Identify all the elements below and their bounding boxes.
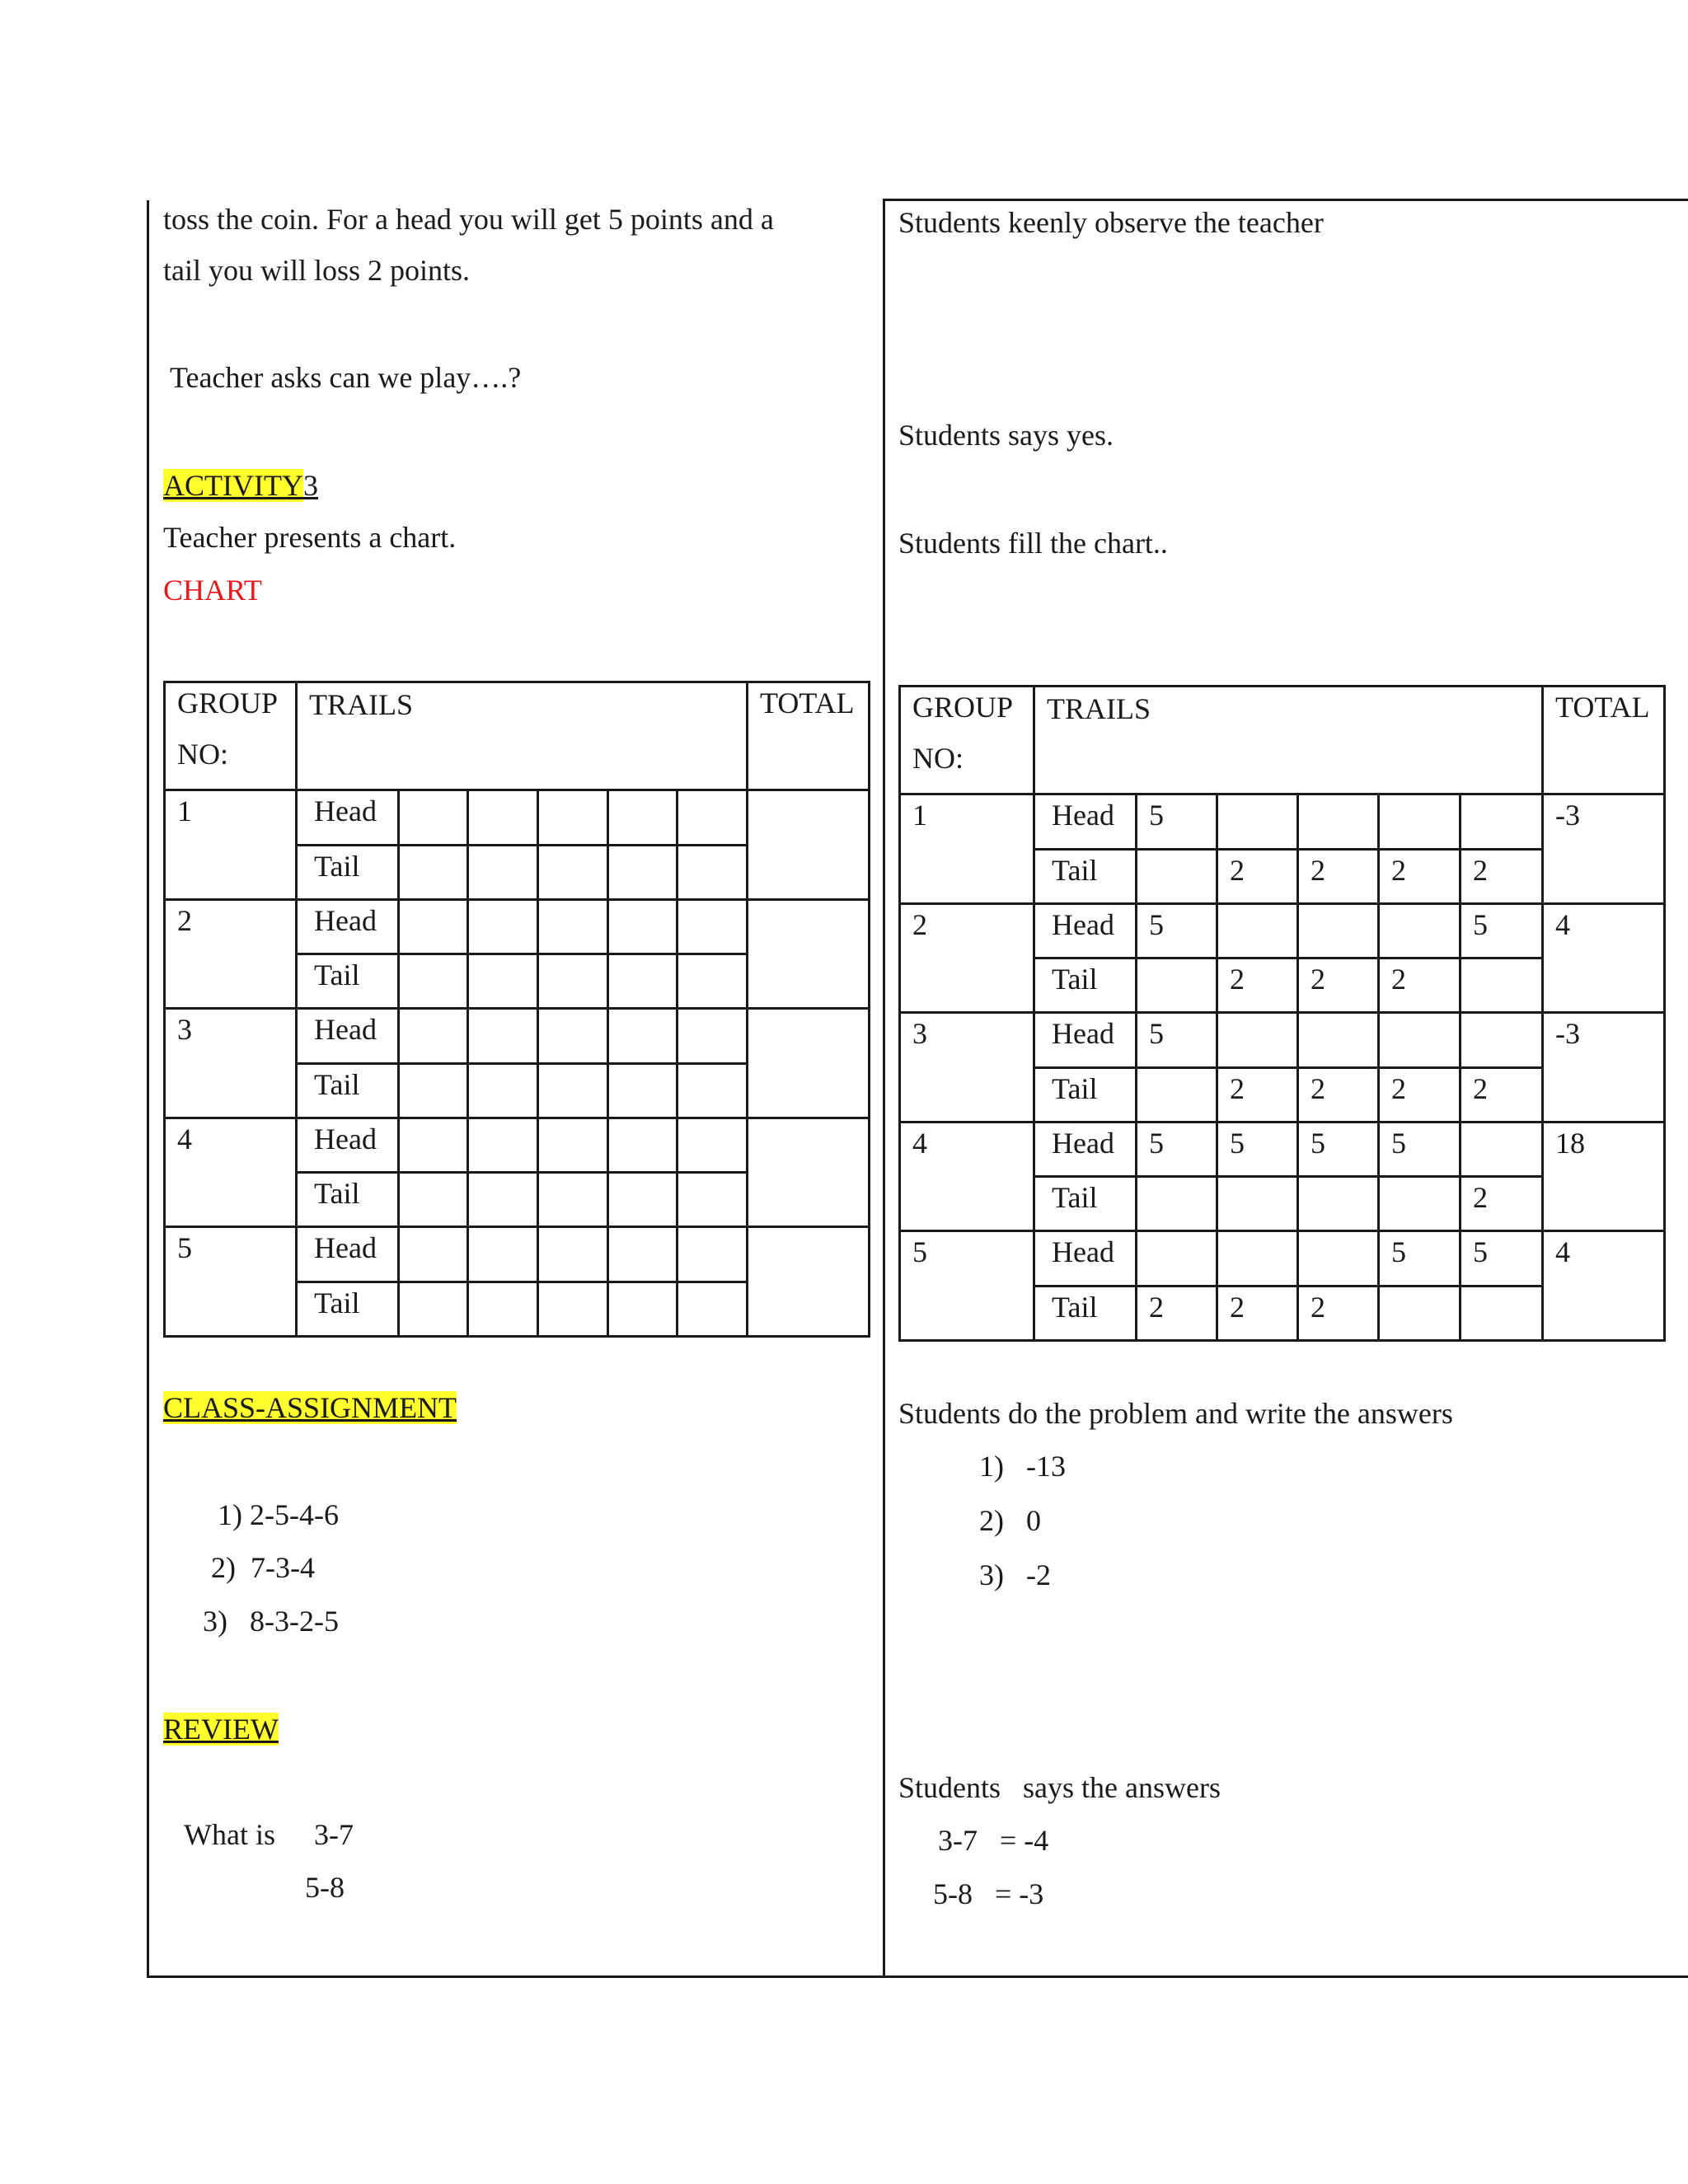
trial-cell [538, 954, 608, 1009]
trial-cell [678, 1009, 748, 1063]
tail-label-cell [297, 1173, 399, 1227]
trial-cell [1379, 1231, 1461, 1286]
trails-header [1034, 687, 1543, 794]
head-label: Head [314, 794, 377, 828]
intro-line-2: tail you will loss 2 points. [163, 254, 471, 287]
trial-cell [1379, 1286, 1461, 1340]
group-number-cell [900, 794, 1034, 904]
activity-label: ACTIVITY [163, 469, 303, 502]
group-number-cell [900, 1013, 1034, 1122]
trial-cell [678, 845, 748, 899]
head-label-cell [1034, 903, 1137, 958]
trial-cell [1298, 1013, 1379, 1067]
trial-value: 2 [1473, 1181, 1488, 1215]
tail-label-cell [1034, 1286, 1137, 1340]
top-border-right [883, 199, 1688, 201]
group-number-cell [165, 899, 297, 1009]
group-number-cell [900, 1231, 1034, 1341]
group-number-cell [165, 1118, 297, 1227]
head-label-cell [1034, 1122, 1137, 1176]
says-yes-text: Students says yes. [898, 419, 1114, 452]
chart-label: CHART [163, 574, 262, 607]
trial-cell [678, 1227, 748, 1282]
table-row [165, 899, 870, 954]
trial-cell [1217, 1286, 1298, 1340]
trial-cell [1217, 1177, 1298, 1231]
trial-value: 2 [1311, 963, 1325, 996]
group-number-cell [900, 1122, 1034, 1231]
trial-cell [538, 1118, 608, 1172]
review-label: REVIEW [163, 1713, 279, 1746]
trial-value: 2 [1311, 1071, 1325, 1105]
trial-cell [608, 1173, 678, 1227]
total-cell [748, 790, 870, 900]
trial-cell [468, 845, 538, 899]
class-assignment-label: CLASS-ASSIGNMENT [163, 1391, 457, 1424]
trial-value: 2 [1391, 853, 1406, 887]
trial-value: 5 [1391, 1235, 1406, 1269]
observe-text: Students keenly observe the teacher [898, 206, 1324, 239]
trial-value: 5 [1149, 1126, 1164, 1160]
trial-cell [1137, 1286, 1217, 1340]
group-number: 5 [177, 1231, 192, 1265]
trial-cell [1461, 1177, 1543, 1231]
trial-cell [538, 790, 608, 845]
assignment-item: 1) 2-5-4-6 [218, 1498, 339, 1531]
group-number-cell [165, 1009, 297, 1118]
trial-value: 2 [1473, 1071, 1488, 1105]
what-is-text: What is [184, 1818, 275, 1851]
total-header [1543, 687, 1665, 794]
group-no-header [165, 682, 297, 790]
answer-item: 3) -2 [979, 1558, 1051, 1591]
trial-cell [538, 1282, 608, 1336]
head-label-cell [297, 1118, 399, 1172]
tail-label: Tail [314, 849, 360, 883]
tail-label: Tail [314, 958, 360, 992]
trial-cell [608, 1282, 678, 1336]
head-label-cell [1034, 1231, 1137, 1286]
tail-label-cell [1034, 958, 1137, 1013]
head-label-cell [1034, 1013, 1137, 1067]
table-row [900, 794, 1665, 849]
assignment-item: 2) 7-3-4 [211, 1551, 315, 1584]
trial-cell [1298, 1177, 1379, 1231]
tail-label: Tail [314, 1177, 360, 1211]
trial-cell [1137, 1122, 1217, 1176]
trial-cell [1298, 958, 1379, 1013]
answer-item: 1) -13 [979, 1450, 1066, 1483]
trial-cell [608, 845, 678, 899]
trial-value: 5 [1473, 1235, 1488, 1269]
trial-cell [1217, 849, 1298, 903]
tail-label-cell [297, 954, 399, 1009]
trial-cell [1217, 1067, 1298, 1122]
group-number: 2 [912, 907, 927, 941]
group-number: 4 [177, 1122, 192, 1155]
table-row [900, 1122, 1665, 1176]
total-header-label: TOTAL [760, 687, 855, 719]
trial-cell [1379, 903, 1461, 958]
trial-cell [1217, 1013, 1298, 1067]
head-label-cell [297, 790, 399, 845]
trial-cell [468, 954, 538, 1009]
filled-chart-table [898, 685, 1666, 1342]
trial-cell [1137, 958, 1217, 1013]
tail-label-cell [1034, 849, 1137, 903]
intro-line-1: toss the coin. For a head you will get 5 points and a [163, 203, 774, 236]
trial-cell [1137, 849, 1217, 903]
trial-cell [399, 1063, 468, 1118]
trial-cell [399, 1173, 468, 1227]
trial-cell [468, 1227, 538, 1282]
head-label-cell [297, 1227, 399, 1282]
trial-cell [1379, 958, 1461, 1013]
review-heading [163, 1714, 279, 1744]
review-answer: 3-7 = -4 [938, 1824, 1049, 1857]
trial-cell [1217, 903, 1298, 958]
trial-cell [1461, 849, 1543, 903]
group-header-line2: NO: [912, 742, 964, 775]
trial-cell [468, 899, 538, 954]
group-number: 4 [912, 1126, 927, 1160]
tail-label: Tail [1052, 1181, 1098, 1215]
total-header [748, 682, 870, 790]
trial-value: 2 [1473, 853, 1488, 887]
review-answer: 5-8 = -3 [933, 1877, 1044, 1910]
table-header-row [900, 687, 1665, 794]
head-label: Head [1052, 1126, 1114, 1160]
group-number: 3 [912, 1017, 927, 1051]
trial-cell [678, 1173, 748, 1227]
trial-cell [1217, 958, 1298, 1013]
activity-number: 3 [302, 469, 318, 502]
trial-cell [1137, 794, 1217, 849]
trial-cell [1217, 1122, 1298, 1176]
group-number: 5 [912, 1235, 927, 1269]
trails-header [297, 682, 748, 790]
group-number-cell [900, 903, 1034, 1013]
total-cell [1543, 1013, 1665, 1122]
total-cell [748, 1118, 870, 1227]
trial-cell [608, 899, 678, 954]
tail-label: Tail [1052, 1071, 1098, 1105]
group-header-line1: GROUP [912, 691, 1014, 724]
trial-cell [678, 1118, 748, 1172]
trial-cell [1379, 1067, 1461, 1122]
head-label: Head [1052, 907, 1114, 941]
trial-cell [1137, 1067, 1217, 1122]
trial-cell [468, 790, 538, 845]
total-value: 4 [1555, 907, 1570, 941]
trial-cell [1379, 794, 1461, 849]
trial-cell [1379, 1013, 1461, 1067]
trails-header-label: TRAILS [1047, 692, 1151, 725]
tail-label-cell [297, 1282, 399, 1336]
tail-label: Tail [314, 1067, 360, 1101]
tail-label-cell [1034, 1177, 1137, 1231]
table-row [165, 1227, 870, 1282]
table-row [900, 903, 1665, 958]
trial-cell [1461, 1286, 1543, 1340]
trial-cell [1298, 1231, 1379, 1286]
trial-value: 5 [1149, 799, 1164, 832]
activity-heading [163, 471, 318, 500]
head-label: Head [1052, 799, 1114, 832]
trial-cell [538, 1227, 608, 1282]
trial-cell [468, 1173, 538, 1227]
trial-cell [1217, 794, 1298, 849]
total-value: 4 [1555, 1235, 1570, 1269]
trial-cell [1379, 1177, 1461, 1231]
table-row [900, 1013, 1665, 1067]
head-label-cell [297, 1009, 399, 1063]
teacher-asks: Teacher asks can we play….? [170, 361, 522, 394]
group-number-cell [165, 790, 297, 900]
trial-cell [608, 1118, 678, 1172]
trial-cell [399, 845, 468, 899]
trial-cell [538, 845, 608, 899]
trails-header-label: TRAILS [309, 688, 413, 721]
assignment-item: 3) 8-3-2-5 [203, 1605, 339, 1638]
group-number: 3 [177, 1013, 192, 1047]
trial-cell [678, 1063, 748, 1118]
total-value: 18 [1555, 1126, 1585, 1160]
trial-cell [399, 1282, 468, 1336]
table-row [165, 1009, 870, 1063]
trial-cell [538, 1009, 608, 1063]
trial-value: 2 [1311, 853, 1325, 887]
trial-cell [1298, 1286, 1379, 1340]
trial-value: 2 [1149, 1290, 1164, 1324]
trial-cell [608, 790, 678, 845]
trial-cell [1298, 794, 1379, 849]
tail-label: Tail [1052, 1290, 1098, 1324]
trial-cell [678, 899, 748, 954]
group-number: 1 [177, 794, 192, 828]
group-number-cell [165, 1227, 297, 1337]
trial-cell [608, 1227, 678, 1282]
trial-cell [1379, 849, 1461, 903]
trial-cell [538, 1173, 608, 1227]
tail-label: Tail [1052, 853, 1098, 887]
trial-value: 2 [1391, 963, 1406, 996]
head-label-cell [297, 899, 399, 954]
total-cell [748, 1227, 870, 1337]
trial-cell [399, 1118, 468, 1172]
head-label-cell [1034, 794, 1137, 849]
trial-value: 2 [1230, 1071, 1245, 1105]
trial-cell [1217, 1231, 1298, 1286]
trial-cell [1298, 1067, 1379, 1122]
trial-cell [608, 954, 678, 1009]
head-label: Head [1052, 1017, 1114, 1051]
trial-cell [399, 954, 468, 1009]
trial-cell [1137, 903, 1217, 958]
column-divider [883, 200, 885, 1978]
trial-cell [538, 1063, 608, 1118]
left-border [147, 200, 149, 1978]
head-label: Head [314, 903, 377, 937]
trial-cell [1461, 1231, 1543, 1286]
trial-cell [678, 954, 748, 1009]
trial-cell [399, 1227, 468, 1282]
head-label: Head [1052, 1235, 1114, 1269]
fill-chart-text: Students fill the chart.. [898, 527, 1168, 560]
table-row [900, 1231, 1665, 1286]
trial-value: 2 [1230, 853, 1245, 887]
teacher-presents: Teacher presents a chart. [163, 521, 457, 554]
trial-cell [1461, 1122, 1543, 1176]
answer-item: 2) 0 [979, 1504, 1041, 1537]
tail-label-cell [297, 1063, 399, 1118]
trial-cell [468, 1063, 538, 1118]
review-question: 3-7 [314, 1818, 354, 1851]
trial-cell [468, 1282, 538, 1336]
trial-cell [1461, 1067, 1543, 1122]
total-header-label: TOTAL [1555, 691, 1650, 724]
trial-cell [678, 790, 748, 845]
trial-value: 2 [1311, 1290, 1325, 1324]
table-row [165, 790, 870, 845]
trial-cell [1461, 1013, 1543, 1067]
total-cell [748, 899, 870, 1009]
trial-cell [399, 790, 468, 845]
group-number: 1 [912, 799, 927, 832]
trial-cell [468, 1118, 538, 1172]
trial-value: 2 [1391, 1071, 1406, 1105]
trial-cell [1137, 1231, 1217, 1286]
do-problem-text: Students do the problem and write the answers [898, 1397, 1453, 1430]
trial-value: 2 [1230, 963, 1245, 996]
trial-cell [1137, 1177, 1217, 1231]
group-header-line2: NO: [177, 738, 228, 771]
trial-cell [1461, 903, 1543, 958]
trial-cell [1298, 1122, 1379, 1176]
table-header-row [165, 682, 870, 790]
trial-cell [1379, 1122, 1461, 1176]
bottom-border [147, 1975, 1688, 1978]
total-cell [1543, 1231, 1665, 1341]
trial-cell [1461, 794, 1543, 849]
tail-label-cell [297, 845, 399, 899]
trial-cell [538, 899, 608, 954]
empty-chart-table [163, 681, 870, 1338]
trial-cell [1298, 903, 1379, 958]
trial-value: 5 [1230, 1126, 1245, 1160]
total-value: -3 [1555, 1017, 1580, 1051]
review-question: 5-8 [305, 1871, 345, 1904]
trial-value: 5 [1149, 907, 1164, 941]
trial-value: 5 [1311, 1126, 1325, 1160]
table-row [165, 1118, 870, 1172]
tail-label-cell [1034, 1067, 1137, 1122]
trial-cell [678, 1282, 748, 1336]
trial-cell [1298, 849, 1379, 903]
total-cell [1543, 794, 1665, 904]
head-label: Head [314, 1013, 377, 1047]
trial-cell [608, 1063, 678, 1118]
total-cell [1543, 903, 1665, 1013]
trial-value: 5 [1391, 1126, 1406, 1160]
total-cell [748, 1009, 870, 1118]
trial-value: 2 [1230, 1290, 1245, 1324]
trial-cell [399, 899, 468, 954]
total-value: -3 [1555, 799, 1580, 832]
tail-label: Tail [314, 1286, 360, 1319]
trial-cell [608, 1009, 678, 1063]
trial-cell [468, 1009, 538, 1063]
total-cell [1543, 1122, 1665, 1231]
trial-cell [399, 1009, 468, 1063]
tail-label: Tail [1052, 963, 1098, 996]
trial-value: 5 [1149, 1017, 1164, 1051]
says-answers-text: Students says the answers [898, 1771, 1221, 1804]
group-number: 2 [177, 903, 192, 937]
trial-cell [1137, 1013, 1217, 1067]
group-no-header [900, 687, 1034, 794]
class-assignment-heading [163, 1393, 457, 1422]
head-label: Head [314, 1122, 377, 1155]
group-header-line1: GROUP [177, 687, 279, 719]
head-label: Head [314, 1231, 377, 1265]
trial-value: 5 [1473, 907, 1488, 941]
trial-cell [1461, 958, 1543, 1013]
